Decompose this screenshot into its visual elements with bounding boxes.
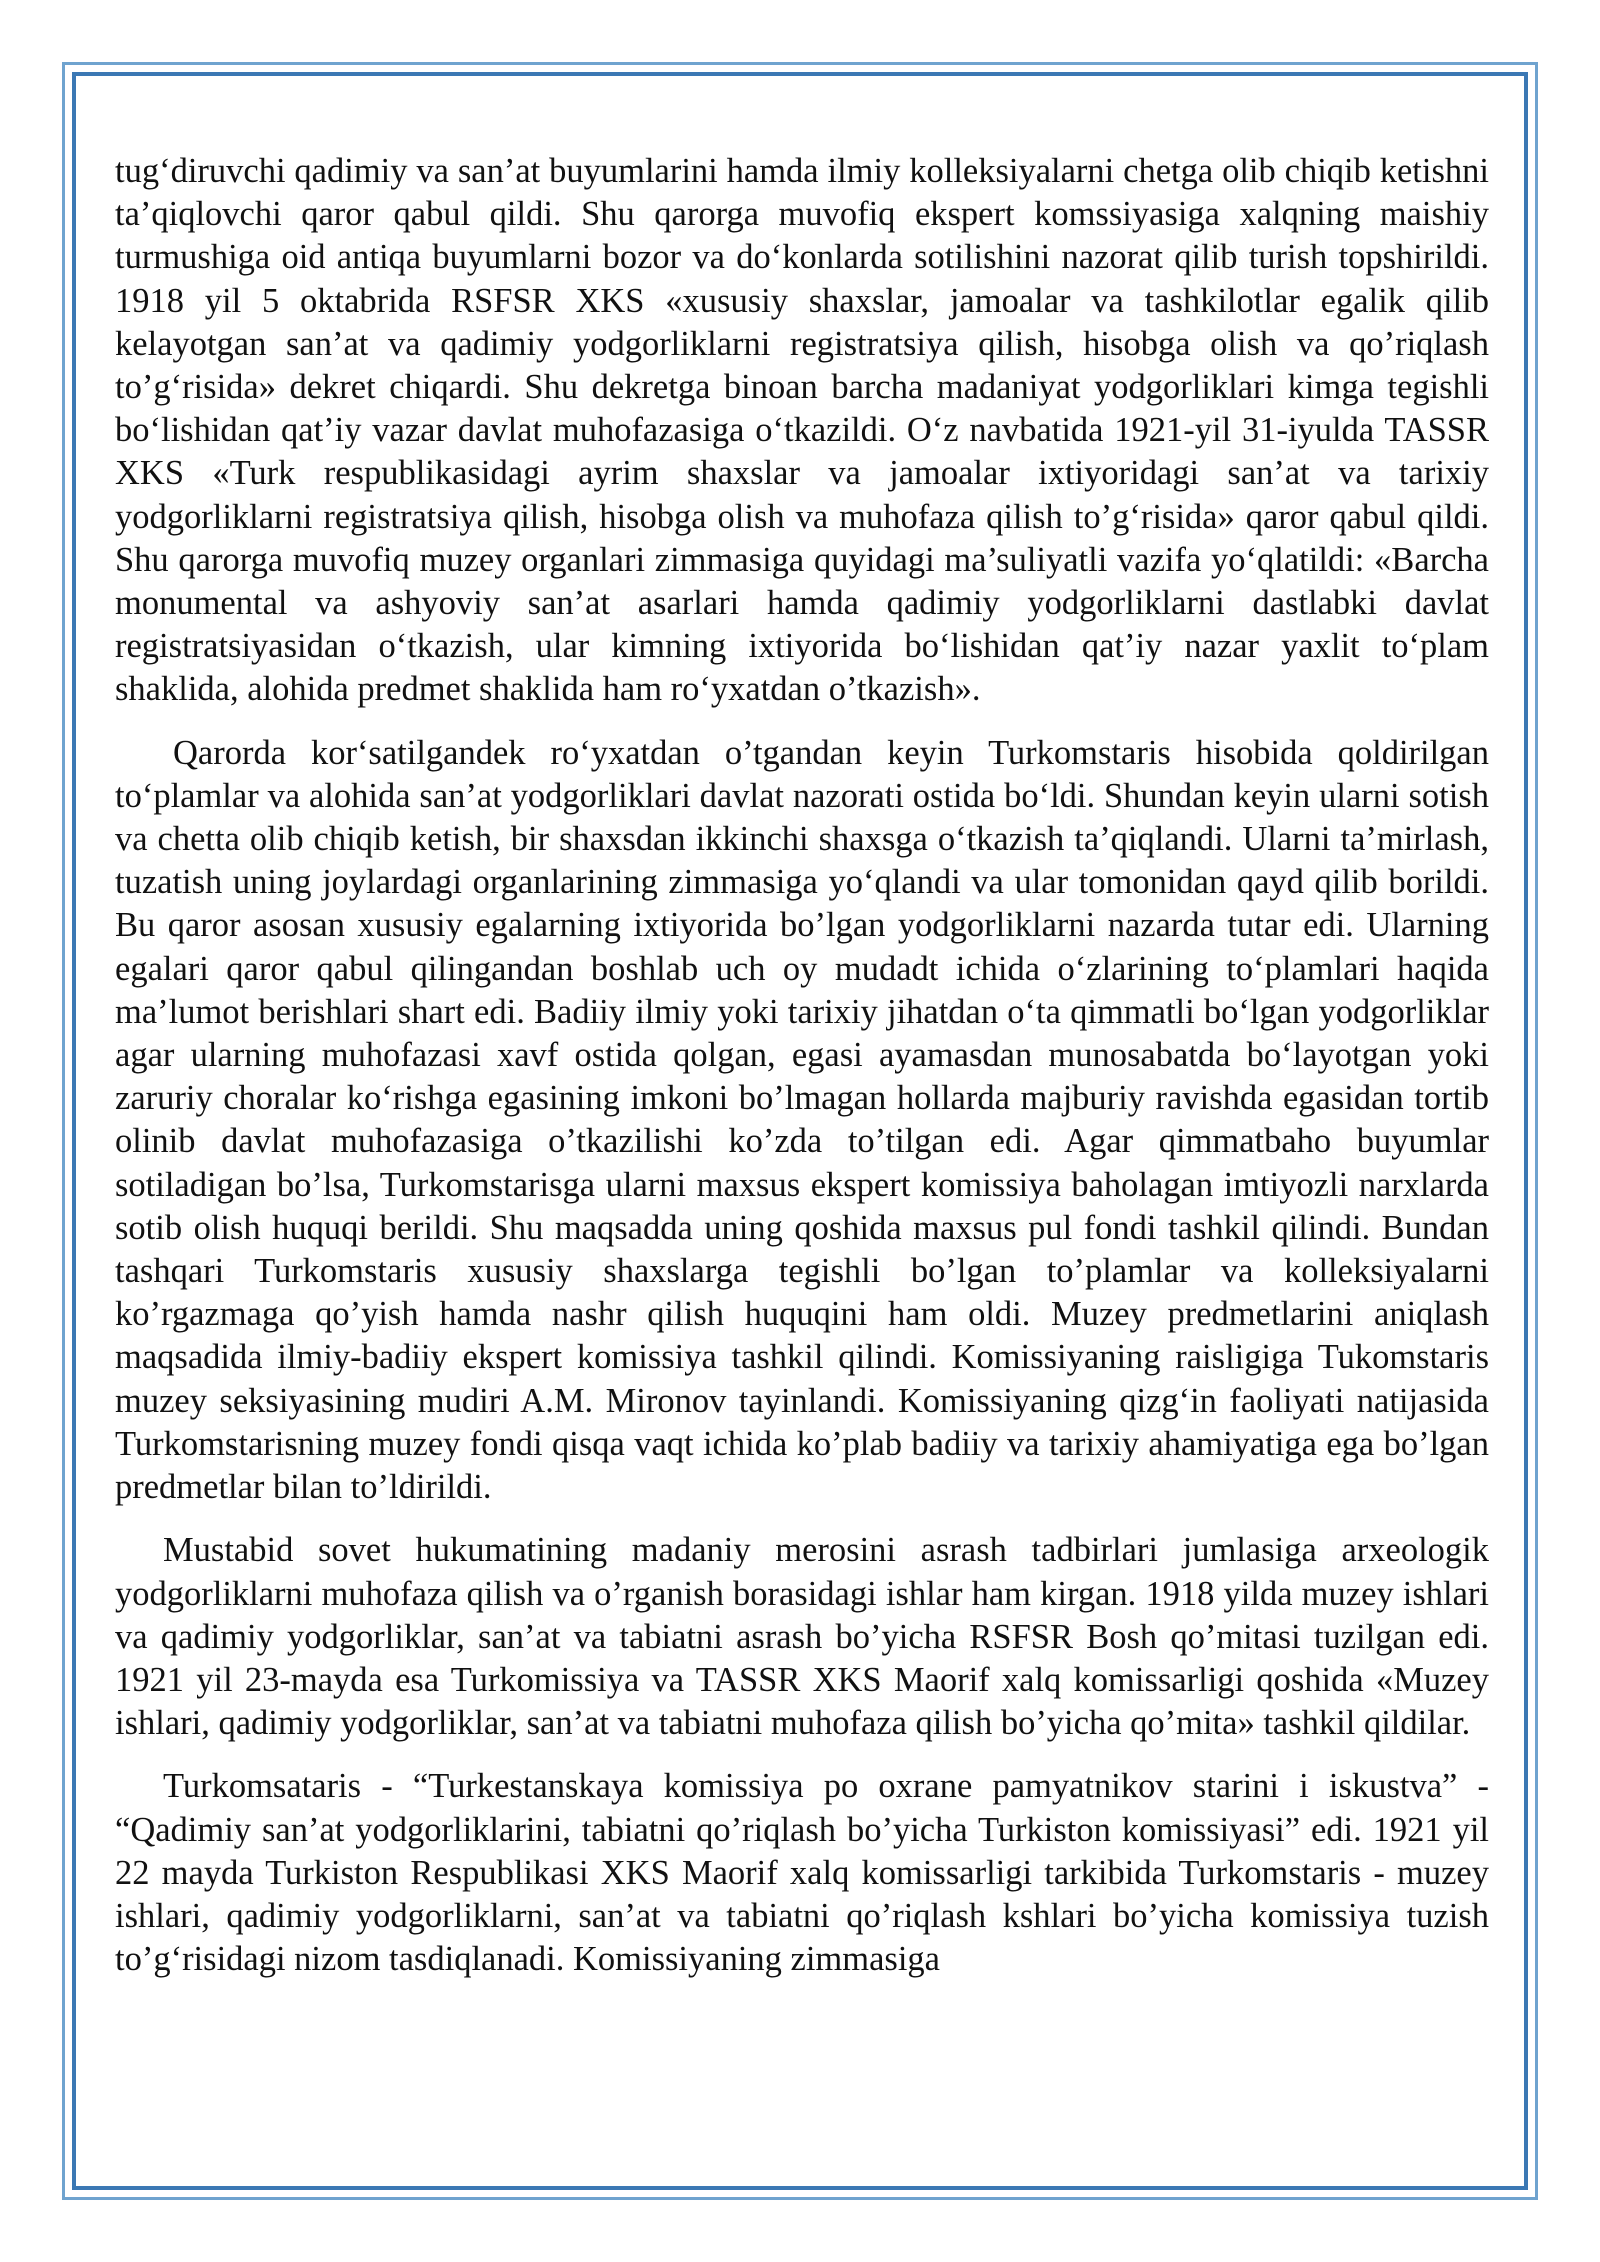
paragraph-3: Mustabid sovet hukumatining madaniy merosini asrash tadbirlari jumlasiga arxeologik yodgorliklarni muhofaza qilish va o’rganish borasidagi ishlar ham kirgan. 1918 yilda muzey ishlari va qadimiy yodgorliklar, san’at va tabiatni asrash bo’yicha RSFSR Bosh qo’mitasi tuzilgan edi. 1921 yil 23-mayda esa Turkomissiya va TASSR XKS Maorif xalq komissarligi qoshida «Muzey ishlari, qadimiy yodgorliklar, san’at va tabiatni muhofaza qilish bo’yicha qo’mita» tashkil qildilar. [115, 1531, 1489, 1743]
paragraph-1: tug‘diruvchi qadimiy va san’at buyumlarini hamda ilmiy kolleksiyalarni chetga olib chiqib ketishni ta’qiqlovchi qaror qabul qildi. Shu qarorga muvofiq ekspert komssiyasiga xalqning maishiy turmushiga oid antiqa buyumlarni bozor va do‘konlarda sotilishini nazorat qilib turish topshirildi. 1918 yil 5 oktabrida RSFSR XKS «xususiy shaxslar, jamoalar va tashkilotlar egalik qilib kelayotgan san’at va qadimiy yodgorliklarni registratsiya qilish, hisobga olish va qo’riqlash to’g‘risida» dekret chiqardi. Shu dekretga binoan barcha madaniyat yodgorliklari kimga tegishli bo‘lishidan qat’iy vazar davlat muhofazasiga o‘tkazildi. O‘z navbatida 1921-yil 31-iyulda TASSR XKS «Turk respublikasidagi ayrim shaxslar va jamoalar ixtiyoridagi san’at va tarixiy yodgorliklarni registratsiya qilish, hisobga olish va muhofaza qilish to’g‘risida» qaror qabul qildi. Shu qarorga muvofiq muzey organlari zimmasiga quyidagi ma’suliyatli vazifa yo‘qlatildi: «Barcha monumental va ashyoviy san’at asarlari hamda qadimiy yodgorliklarni dastlabki davlat registratsiyasidan o‘tkazish, ular kimning ixtiyorida bo‘lishidan qat’iy nazar yaxlit to‘plam shaklida, alohida predmet shaklida ham ro‘yxatdan o’tkazish». [115, 152, 1489, 709]
document-body [115, 150, 1489, 2001]
paragraph-2: Qarorda kor‘satilgandek ro‘yxatdan o’tgandan keyin Turkomstaris hisobida qoldirilgan to‘plamlar va alohida san’at yodgorliklari davlat nazorati ostida bo‘ldi. Shundan keyin ularni sotish va chetta olib chiqib ketish, bir shaxsdan ikkinchi shaxsga o‘tkazish ta’qiqlandi. Ularni ta’mirlash, tuzatish uning joylardagi organlarining zimmasiga yo‘qlandi va ular tomonidan qayd qilib borildi. Bu qaror asosan xususiy egalarning ixtiyorida bo’lgan yodgorliklarni nazarda tutar edi. Ularning egalari qaror qabul qilingandan boshlab uch oy mudadt ichida o‘zlarining to‘plamlari haqida ma’lumot berishlari shart edi. Badiiy ilmiy yoki tarixiy jihatdan o‘ta qimmatli bo‘lgan yodgorliklar agar ularning muhofazasi xavf ostida qolgan, egasi ayamasdan munosabatda bo‘layotgan yoki zaruriy choralar ko‘rishga egasining imkoni bo’lmagan hollarda majburiy ravishda egasidan tortib olinib davlat muhofazasiga o’tkazilishi ko’zda to’tilgan edi. Agar qimmatbaho buyumlar sotiladigan bo’lsa, Turkomstarisga ularni maxsus ekspert komissiya baholagan imtiyozli narxlarda sotib olish huquqi berildi. Shu maqsadda uning qoshida maxsus pul fondi tashkil qilindi. Bundan tashqari Turkomstaris xususiy shaxslarga tegishli bo’lgan to’plamlar va kolleksiyalarni ko’rgazmaga qo’yish hamda nashr qilish huquqini ham oldi. Muzey predmetlarini aniqlash maqsadida ilmiy-badiiy ekspert komissiya tashkil qilindi. Komissiyaning raisligiga Tukomstaris muzey seksiyasining mudiri A.M. Mironov tayinlandi. Komissiyaning qizg‘in faoliyati natijasida Turkomstarisning muzey fondi qisqa vaqt ichida ko’plab badiiy va tarixiy ahamiyatiga ega bo’lgan predmetlar bilan to’ldirildi. [115, 733, 1489, 1507]
paragraph-4: Turkomsataris - “Turkestanskaya komissiya po oxrane pamyatnikov starini i iskustva” - “Qadimiy san’at yodgorliklarini, tabiatni qo’riqlash bo’yicha Turkiston komissiyasi” edi. 1921 yil 22 mayda Turkiston Respublikasi XKS Maorif xalq komissarligi tarkibida Turkomstaris - muzey ishlari, qadimiy yodgorliklarni, san’at va tabiatni qo’riqlash kshlari bo’yicha komissiya tuzish to’g‘risidagi nizom tasdiqlanadi. Komissiyaning zimmasiga [115, 1767, 1489, 1979]
